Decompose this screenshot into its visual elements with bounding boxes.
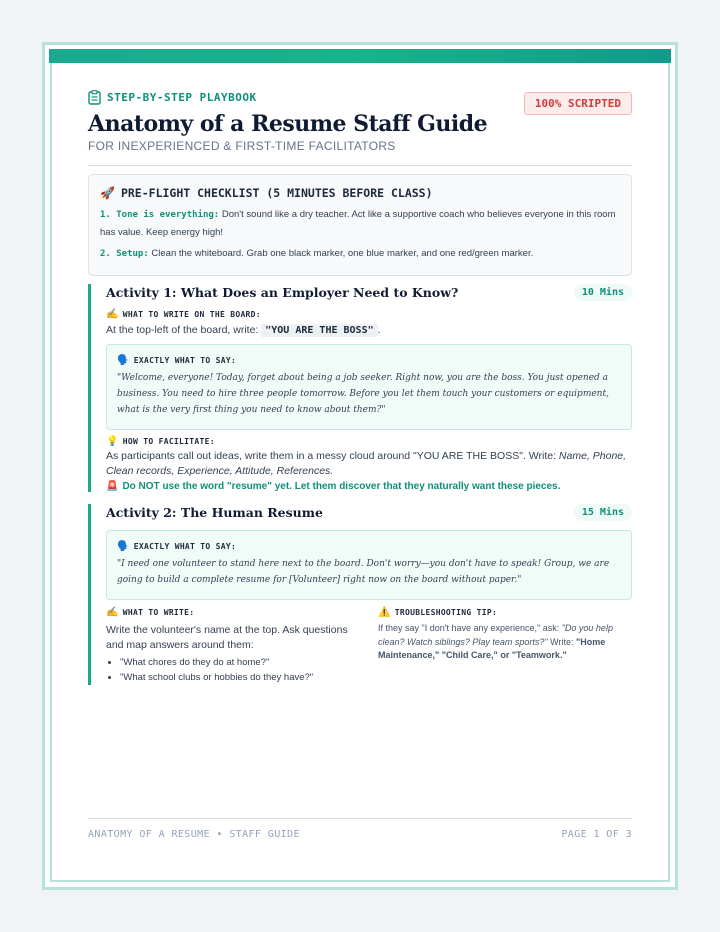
write-label-text: WHAT TO WRITE ON THE BOARD:: [122, 310, 261, 319]
checklist-title-row: [100, 186, 619, 200]
tip-italic: "Do you help clean? Watch siblings? Play team sports?": [378, 623, 613, 647]
write-suffix: .: [377, 324, 381, 336]
eyebrow-label: STEP-BY-STEP PLAYBOOK: [107, 91, 257, 104]
write-instructions: Write the volunteer's name at the top. Ask questions and map answers around them:: [106, 624, 348, 651]
activity-2-time: 15 Mins: [574, 504, 632, 521]
footer-title: ANATOMY OF A RESUME • STAFF GUIDE: [88, 829, 300, 840]
checklist-item-text: Don't sound like a dry teacher. Act like a supportive coach who believes everyone in this room has value. Keep energy high!: [100, 209, 616, 238]
warning-text: Do NOT use the word "resume" yet. Let them discover that they naturally want these pieces.: [122, 481, 561, 492]
page-content: [88, 90, 632, 685]
write-on-board-label: [106, 309, 632, 320]
checklist-title: PRE-FLIGHT CHECKLIST (5 MINUTES BEFORE CLASS): [120, 186, 433, 200]
activity-2-script: "I need one volunteer to stand here next to the board. Don't worry—you don't have to speak! Group, we are going to build a complete resume for [Volunteer] right now on the board without paper.": [117, 559, 610, 585]
checklist-item: [100, 245, 619, 263]
write-label: [106, 607, 360, 618]
activity-2-columns: [106, 607, 632, 685]
write-column: [106, 607, 360, 685]
header: [88, 90, 632, 153]
activity-1-header: [106, 284, 632, 301]
tip-label: [378, 607, 632, 618]
checklist-item-text: Clean the whiteboard. Grab one black marker, one blue marker, and one red/green marker.: [148, 248, 534, 259]
checklist-item-key: 1. Tone is everything:: [100, 210, 220, 220]
checklist-item: [100, 206, 619, 241]
writing-hand-icon: ✍️: [106, 309, 119, 320]
say-label: [117, 541, 622, 552]
page-number: PAGE 1 OF 3: [561, 829, 632, 840]
tip-column: [378, 607, 632, 685]
siren-icon: 🚨: [106, 481, 119, 492]
activity-2-title: Activity 2: The Human Resume: [106, 505, 323, 520]
facilitate-label: [106, 436, 632, 447]
tip-label-text: TROUBLESHOOTING TIP:: [394, 608, 498, 617]
list-item: • "What chores do they do at home?": [120, 655, 360, 670]
accent-bar: [49, 49, 671, 63]
page-footer: [88, 818, 632, 840]
say-label-text: EXACTLY WHAT TO SAY:: [133, 356, 237, 365]
facilitate-text-main: As participants call out ideas, write them in a messy cloud around "YOU ARE THE BOSS". Write:: [106, 450, 559, 462]
scripted-badge: 100% SCRIPTED: [524, 92, 632, 115]
tip-bold: "Home Maintenance," "Child Care," or "Teamwork.": [378, 636, 606, 660]
speaking-head-icon: 🗣️: [117, 355, 130, 366]
activity-1-script: "Welcome, everyone! Today, forget about being a job seeker. Right now, you are the boss. You just opened a business. You need to hire three people tomorrow. Before you let them touch your customers or equipment, what is the very first thing you need to know about them?": [117, 373, 609, 415]
activity-2: [88, 504, 632, 685]
question-list: [106, 655, 360, 685]
writing-hand-icon: ✍️: [106, 607, 119, 618]
tip-mid: Write:: [547, 636, 576, 647]
board-phrase: "YOU ARE THE BOSS": [261, 324, 377, 337]
activity-1-title: Activity 1: What Does an Employer Need to Know?: [106, 285, 459, 300]
activity-1-say-box: [106, 344, 632, 430]
clipboard-icon: [88, 90, 101, 105]
say-label: [117, 355, 622, 366]
tip-prefix: If they say "I don't have any experience," ask:: [378, 623, 562, 633]
activity-1-time: 10 Mins: [574, 284, 632, 301]
tip-text: [378, 622, 632, 663]
header-divider: [88, 165, 632, 166]
speaking-head-icon: 🗣️: [117, 541, 130, 552]
say-label-text: EXACTLY WHAT TO SAY:: [133, 542, 237, 551]
list-item: • "What school clubs or hobbies do they have?": [120, 670, 360, 685]
facilitate-text-italic: Name, Phone, Clean records, Experience, Attitude, References.: [106, 450, 627, 477]
activity-1: [88, 284, 632, 492]
preflight-checklist: [88, 174, 632, 276]
facilitate-text: [106, 449, 632, 479]
write-prefix: At the top-left of the board, write:: [106, 324, 262, 336]
page-title: Anatomy of a Resume Staff Guide: [88, 111, 488, 137]
checklist-item-key: 2. Setup:: [100, 249, 149, 259]
rocket-icon: 🚀: [100, 186, 115, 200]
lightbulb-icon: 💡: [106, 436, 119, 447]
write-label-text: WHAT TO WRITE:: [122, 608, 195, 617]
facilitate-label-text: HOW TO FACILITATE:: [122, 437, 215, 446]
activity-2-header: [106, 504, 632, 521]
page-subtitle: FOR INEXPERIENCED & FIRST-TIME FACILITATORS: [88, 139, 396, 153]
activity-2-say-box: [106, 530, 632, 600]
activity-1-warning: [106, 481, 632, 492]
write-on-board-text: [106, 323, 632, 338]
warning-icon: ⚠️: [378, 607, 391, 618]
